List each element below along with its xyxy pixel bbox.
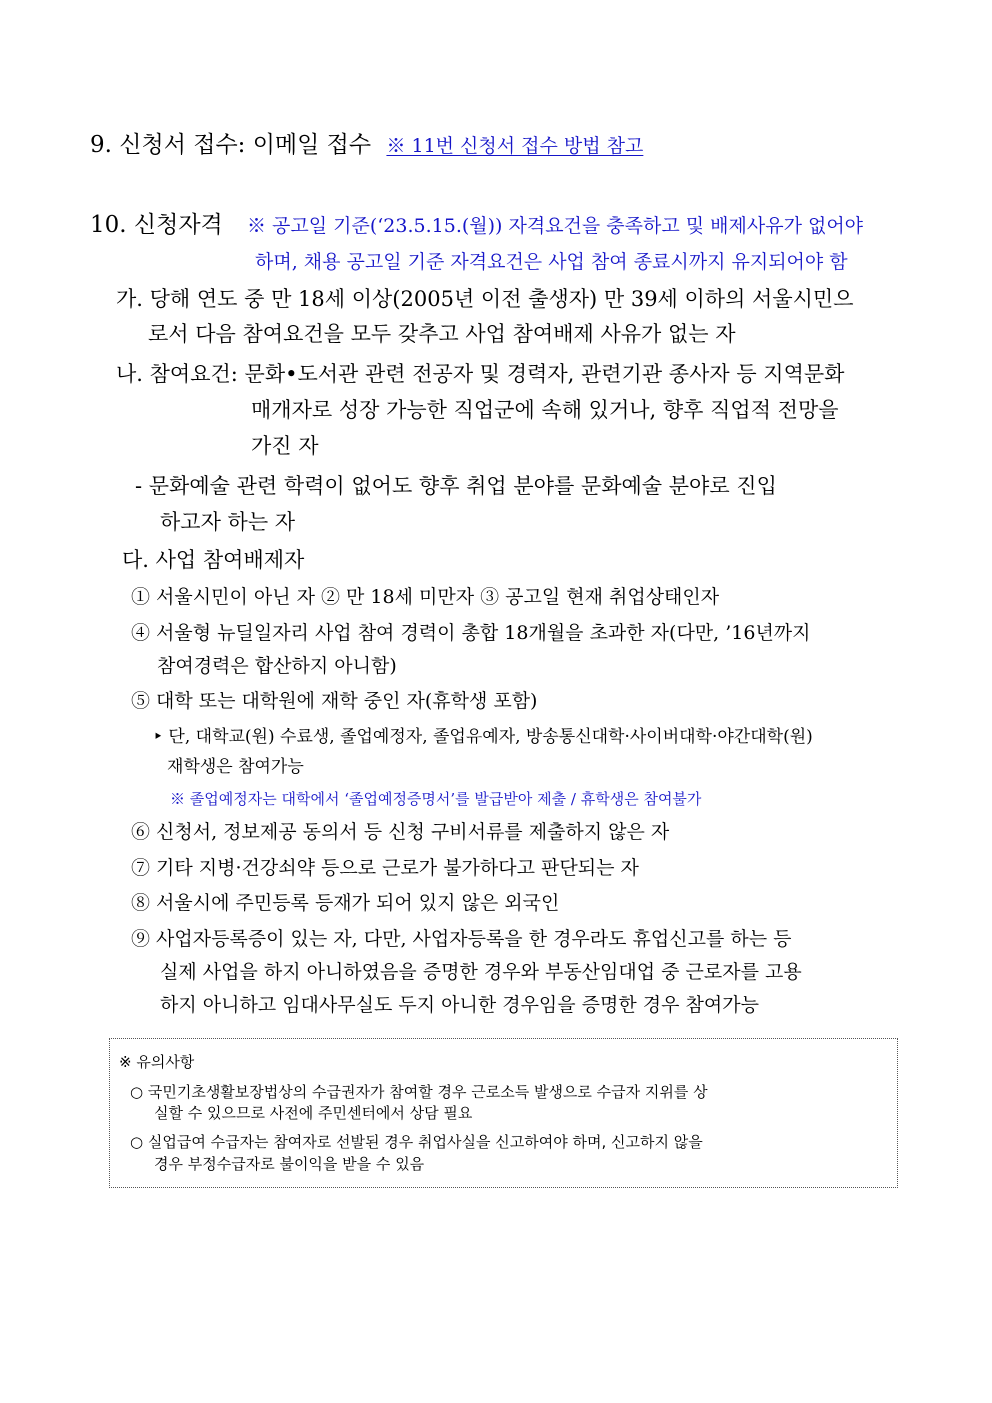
clause-na-line2: 매개자로 성장 가능한 직업군에 속해 있거나, 향후 직업적 전망을 (251, 398, 839, 422)
clause-da-heading: 다. 사업 참여배제자 (122, 548, 305, 572)
clause-ga-line2: 로서 다음 참여요건을 모두 갖추고 사업 참여배제 사유가 없는 자 (148, 322, 736, 346)
dash-item-line2: 하고자 하는 자 (160, 510, 296, 534)
section-9-heading-row (90, 132, 643, 160)
exclusion-item-5-sub-line2: 재학생은 참여가능 (167, 757, 304, 777)
exclusion-item-5-note: ※ 졸업예정자는 대학에서 ‘졸업예정증명서’를 발급받아 제출 / 휴학생은 참여불가 (170, 790, 702, 808)
notice-bullet1-line1: ○ 국민기초생활보장법상의 수급권자가 참여할 경우 근로소득 발생으로 수급자 지위를 상 (130, 1083, 708, 1101)
exclusion-item-9-line2: 실제 사업을 하지 아니하였음을 증명한 경우와 부동산임대업 중 근로자를 고용 (160, 961, 802, 983)
section-10-note-line1: ※ 공고일 기준(‘23.5.15.(월)) 자격요건을 충족하고 및 배제사유가 없어야 (247, 215, 864, 237)
exclusion-item-9-line3: 하지 아니하고 임대사무실도 두지 아니한 경우임을 증명한 경우 참여가능 (160, 994, 759, 1016)
section-9-reference-link[interactable]: ※ 11번 신청서 접수 방법 참고 (386, 135, 644, 157)
exclusion-item-4-line1: ④ 서울형 뉴딜일자리 사업 참여 경력이 총합 18개월을 초과한 자(다만, ’16년까지 (131, 622, 811, 644)
notice-bullet1-line2: 실할 수 있으므로 사전에 주민센터에서 상담 필요 (154, 1104, 473, 1122)
dash-item-line1: - 문화예술 관련 학력이 없어도 향후 취업 분야를 문화예술 분야로 진입 (135, 474, 777, 498)
section-9-heading: 9. 신청서 접수: 이메일 접수 (90, 132, 372, 158)
notice-bullet2-line1: ○ 실업급여 수급자는 참여자로 선발된 경우 취업사실을 신고하여야 하며, 신고하지 않을 (130, 1133, 703, 1151)
clause-na-line3: 가진 자 (251, 434, 319, 458)
exclusion-items-1-3: ① 서울시민이 아닌 자 ② 만 18세 미만자 ③ 공고일 현재 취업상태인자 (131, 586, 720, 608)
exclusion-item-5-sub-line1: ‣ 단, 대학교(원) 수료생, 졸업예정자, 졸업유예자, 방송통신대학·사이버대학·야간대학(원) (153, 727, 813, 747)
exclusion-item-4-line2: 참여경력은 합산하지 아니함) (157, 655, 397, 677)
exclusion-item-6: ⑥ 신청서, 정보제공 동의서 등 신청 구비서류를 제출하지 않은 자 (131, 821, 670, 843)
section-10-heading: 10. 신청자격 (90, 212, 223, 238)
exclusion-item-7: ⑦ 기타 지병·건강쇠약 등으로 근로가 불가하다고 판단되는 자 (131, 857, 639, 879)
clause-na-line1: 나. 참여요건: 문화•도서관 관련 전공자 및 경력자, 관련기관 종사자 등 지역문화 (116, 362, 845, 386)
clause-ga-line1: 가. 당해 연도 중 만 18세 이상(2005년 이전 출생자) 만 39세 이하의 서울시민으 (116, 287, 854, 311)
section-10-note-line2: 하며, 채용 공고일 기준 자격요건은 사업 참여 종료시까지 유지되어야 함 (255, 251, 848, 273)
exclusion-item-8: ⑧ 서울시에 주민등록 등재가 되어 있지 않은 외국인 (131, 892, 560, 914)
exclusion-item-9-line1: ⑨ 사업자등록증이 있는 자, 다만, 사업자등록을 한 경우라도 휴업신고를 하는 등 (131, 928, 792, 950)
notice-bullet2-line2: 경우 부정수급자로 불이익을 받을 수 있음 (154, 1155, 425, 1173)
notice-title: ※ 유의사항 (119, 1053, 195, 1071)
exclusion-item-5: ⑤ 대학 또는 대학원에 재학 중인 자(휴학생 포함) (131, 690, 538, 712)
